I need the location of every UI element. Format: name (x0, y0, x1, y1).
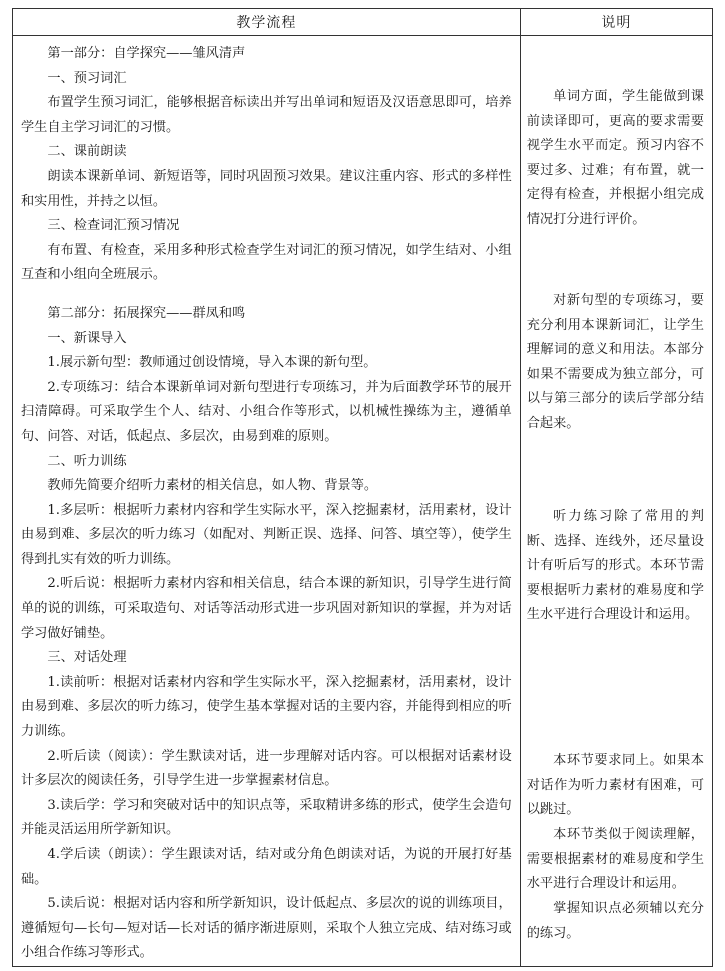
body-paragraph: 1.读前听：根据对话素材内容和学生实际水平，深入挖掘素材，活用素材，设计由易到难、多层次的听力练习，使学生基本掌握对话的主要内容，并能得到相应的听力训练。 (21, 674, 512, 740)
body-paragraph: 2.听后说：根据听力素材内容和相关信息，结合本课的新知识，引导学生进行简单的说的训练，可采取造句、对话等活动形式进一步巩固对新知识的掌握，并为对话学习做好铺垫。 (21, 576, 512, 641)
body-paragraph: 4.学后读（朗读）：学生跟读对话，结对或分角色朗读对话，为说的开展打好基础。 (21, 847, 512, 887)
flow-cell (13, 36, 521, 967)
body-paragraph: 1.多层听：根据听力素材内容和学生实际水平，深入挖掘素材，活用素材，设计由易到难、多层次的听力练习（如配对、判断正误、选择、问答、填空等），使学生得到扎实有效的听力训练。 (21, 502, 512, 567)
body-paragraph: 1.展示新句型：教师通过创设情境，导入本课的新句型。 (47, 355, 377, 371)
note-vocabulary: 单词方面，学生能做到课前读译即可，更高的要求需要视学生水平而定。预习内容不要过多、过难；有布置，就一定得有检查，并根据小组完成情况打分进行评价。 (526, 89, 704, 227)
notes-column (521, 36, 712, 966)
content-row (13, 36, 713, 967)
part-one-title: 第一部分：自学探究——雏风清声 (47, 46, 246, 61)
note-listening: 听力练习除了常用的判断、选择、连线外，还尽量设计有听后写的形式。本环节需要根据听力素材的难易度和学生水平进行合理设计和运用。 (526, 509, 704, 623)
note-cell (520, 36, 712, 967)
section-heading: 二、听力训练 (47, 453, 127, 469)
body-paragraph: 3.读后学：学习和突破对话中的知识点等，采取精讲多练的形式，使学生会造句并能灵活运用所学新知识。 (21, 797, 512, 838)
body-paragraph: 教师先简要介绍听力素材的相关信息，如人物、背景等。 (47, 478, 378, 494)
body-paragraph: 有布置、有检查，采用多种形式检查学生对词汇的预习情况，如学生结对、小组互查和小组向全班展示。 (21, 242, 512, 283)
note-reading: 本环节类似于阅读理解，需要根据素材的难易度和学生水平进行合理设计和运用。 (526, 827, 704, 892)
flow-text (13, 36, 520, 966)
flow-column-header: 教学流程 (13, 9, 521, 36)
section-heading: 三、对话处理 (47, 650, 127, 666)
note-column-header: 说明 (520, 9, 712, 36)
body-paragraph: 朗读本课新单词、新短语等，同时巩固预习效果。建议注重内容、形式的多样性和实用性，并持之以恒。 (21, 168, 512, 209)
part-two-title: 第二部分：拓展探究——群凤和鸣 (47, 305, 246, 321)
note-dialogue-listening: 本环节要求同上。如果本对话作为听力素材有困难，可以跳过。 (526, 753, 704, 818)
note-knowledge-points: 掌握知识点必须辅以充分的练习。 (526, 901, 704, 941)
body-paragraph: 2.听后读（阅读）：学生默读对话，进一步理解对话内容。可以根据对话素材设计多层次的阅读任务，引导学生进一步掌握素材信息。 (21, 748, 512, 789)
note-sentence-practice: 对新句型的专项练习，要充分利用本课新词汇，让学生理解词的意义和用法。本部分如果不需要成为独立部分，可以与第三部分的读后学部分结合起来。 (526, 293, 704, 431)
section-heading: 一、预习词汇 (47, 70, 127, 86)
body-paragraph: 布置学生预习词汇，能够根据音标读出并写出单词和短语及汉语意思即可，培养学生自主学习词汇的习惯。 (21, 95, 512, 135)
section-heading: 一、新课导入 (47, 330, 127, 346)
body-paragraph: 2.专项练习：结合本课新单词对新句型进行专项练习，并为后面教学环节的展开扫清障碍。可采取学生个人、结对、小组合作等形式，以机械性操练为主，遵循单句、问答、对话，低起点、多层次，由易到难的原则。 (21, 379, 512, 444)
section-heading: 三、检查词汇预习情况 (47, 218, 180, 234)
header-row (13, 9, 713, 36)
body-paragraph: 5.读后说：根据对话内容和所学新知识，设计低起点、多层次的说的训练项目，遵循短句—长句—短对话—长对话的循序渐进原则，采取个人独立完成、结对练习或小组合作练习等形式。 (21, 896, 512, 961)
lesson-flow-table (12, 8, 713, 967)
section-heading: 二、课前朗读 (47, 144, 127, 160)
